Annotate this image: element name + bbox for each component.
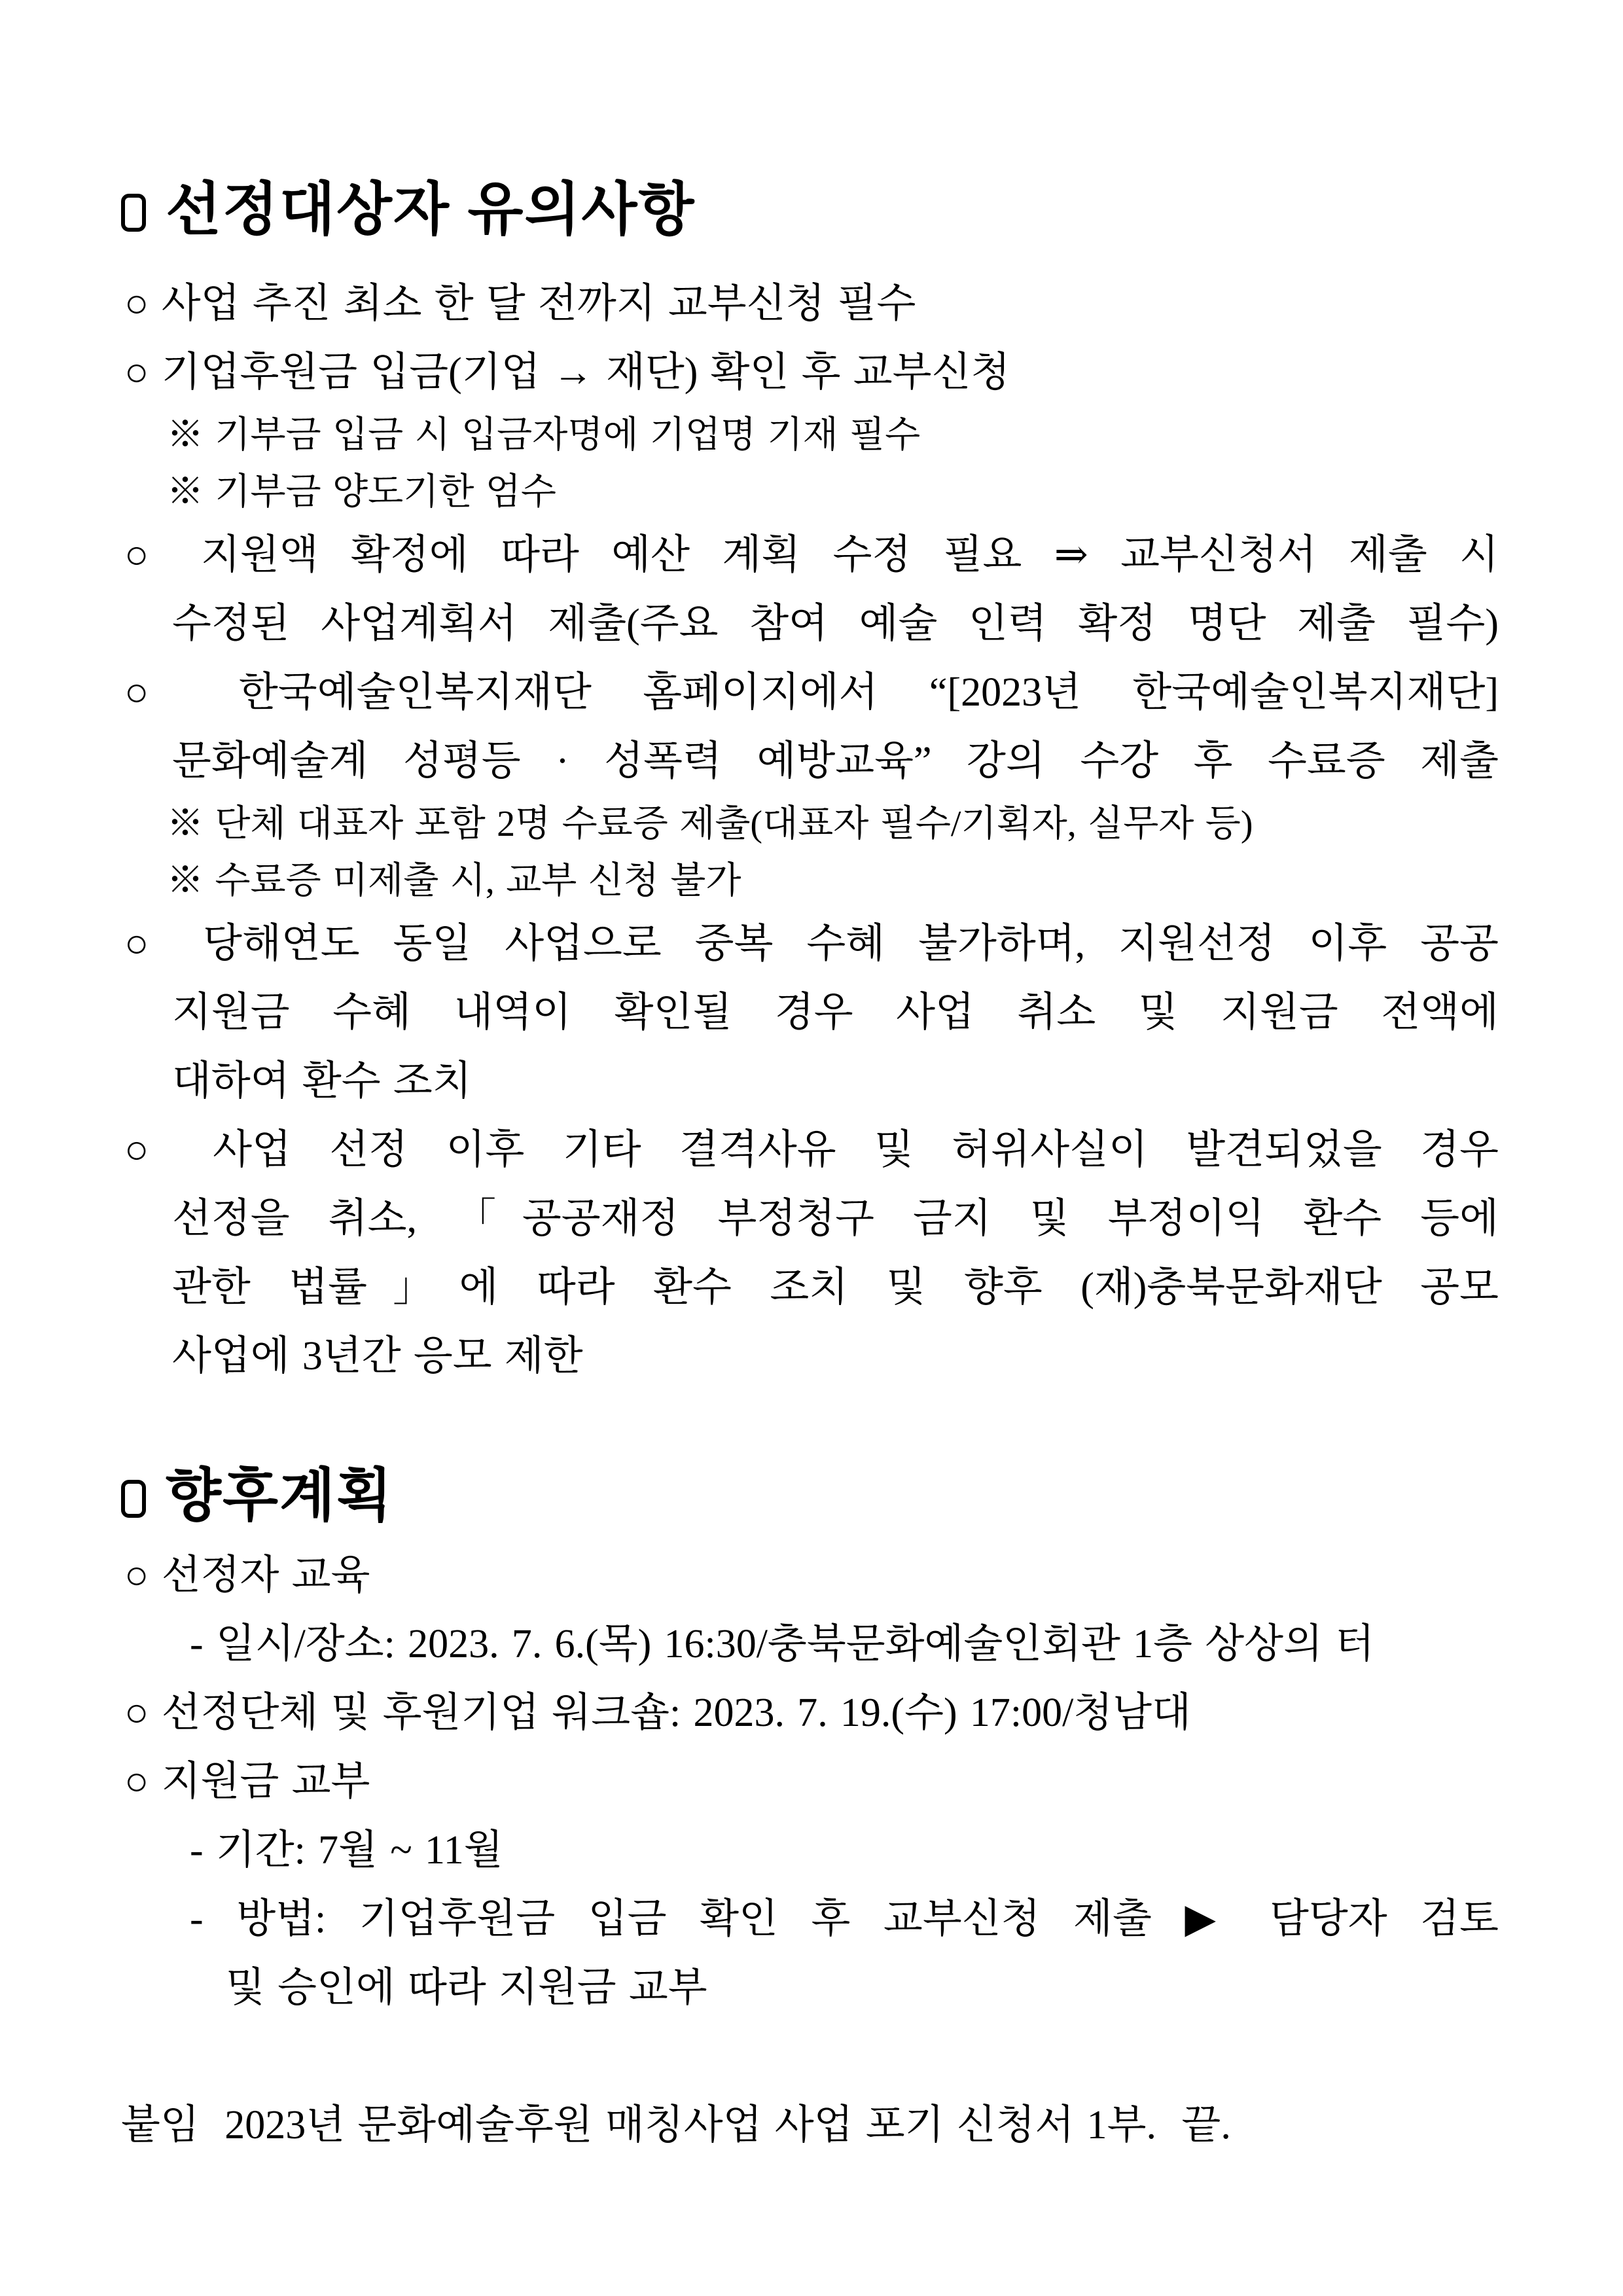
item-text: 선정을 취소, 「공공재정 부정청구 금지 및 부정이익 환수 등에: [172, 1196, 1499, 1241]
dash-line: [121, 1816, 1499, 1885]
dash-bullet: -: [190, 1828, 204, 1873]
continuation-line: [121, 727, 1499, 796]
continuation-line: [121, 1322, 1499, 1391]
item-text: 지원금 교부: [161, 1759, 370, 1804]
bullet-item: [121, 1748, 1499, 1816]
continuation-line: [121, 1047, 1499, 1116]
item-text: 기간: 7월 ~ 11월: [215, 1828, 503, 1873]
reference-mark: ※: [167, 861, 204, 901]
item-text: 사업 추진 최소 한 달 전까지 교부신청 필수: [161, 281, 916, 326]
circle-bullet: ○: [124, 922, 170, 966]
item-text: 지원금 수혜 내역이 확인될 경우 사업 취소 및 지원금 전액에: [172, 990, 1499, 1035]
reference-mark: ※: [167, 415, 204, 456]
reference-mark: ※: [167, 472, 204, 512]
item-text: 수정된 사업계획서 제출(주요 참여 예술 인력 확정 명단 제출 필수): [172, 601, 1499, 646]
document-content: [121, 164, 1499, 2160]
item-text: 및 승인에 따라 지원금 교부: [226, 1965, 707, 2010]
bullet-item: [121, 270, 1499, 338]
bullet-item: [121, 1679, 1499, 1748]
dash-line: [121, 1610, 1499, 1679]
item-text: 기부금 양도기한 엄수: [215, 472, 556, 512]
continuation-line: [121, 1185, 1499, 1253]
circle-bullet: ○: [124, 350, 149, 395]
bullet-item: [121, 910, 1499, 978]
section-checkbox-icon: [121, 194, 146, 232]
continuation-line: [121, 590, 1499, 658]
item-text: 한국예술인복지재단 홈페이지에서 “[2023년 한국예술인복지재단]: [238, 670, 1499, 715]
continuation-line: [121, 1253, 1499, 1322]
item-text: 기부금 입금 시 입금자명에 기업명 기재 필수: [215, 415, 921, 456]
item-text: 수료증 미제출 시, 교부 신청 불가: [215, 861, 741, 901]
note-line: [121, 407, 1499, 464]
dash-bullet: -: [190, 1897, 204, 1941]
item-text: 방법: 기업후원금 입금 확인 후 교부신청 제출 ▶ 담당자 검토: [236, 1897, 1499, 1941]
bullet-item: [121, 1116, 1499, 1185]
continuation-line: [121, 1954, 1499, 2022]
circle-bullet: ○: [124, 1128, 175, 1172]
section-title-text: 선정대상자 유의사항: [166, 177, 696, 242]
item-text: 사업에 3년간 응모 제한: [172, 1334, 583, 1378]
reference-mark: ※: [167, 804, 204, 844]
circle-bullet: ○: [124, 533, 169, 577]
attachment-note: 붙임 2023년 문화예술후원 매칭사업 사업 포기 신청서 1부. 끝.: [121, 2103, 1231, 2147]
item-text: 단체 대표자 포함 2명 수료증 제출(대표자 필수/기획자, 실무자 등): [215, 804, 1253, 844]
item-text: 선정자 교육: [161, 1553, 370, 1598]
dash-line: [121, 1885, 1499, 1954]
item-text: 당해연도 동일 사업으로 중복 수혜 불가하며, 지원선정 이후 공공: [203, 922, 1499, 966]
section-title: [121, 164, 1499, 255]
item-text: 지원액 확정에 따라 예산 계획 수정 필요 ⇒ 교부신청서 제출 시: [200, 533, 1499, 577]
dash-bullet: -: [190, 1622, 204, 1666]
circle-bullet: ○: [124, 1759, 149, 1804]
section-title-text: 향후계획: [166, 1463, 394, 1528]
note-line: [121, 796, 1499, 853]
bullet-item: [121, 338, 1499, 407]
item-text: 문화예술계 성평등 · 성폭력 예방교육” 강의 수강 후 수료증 제출: [172, 739, 1499, 783]
circle-bullet: ○: [124, 670, 188, 715]
circle-bullet: ○: [124, 281, 149, 326]
item-text: 사업 선정 이후 기타 결격사유 및 허위사실이 발견되었을 경우: [213, 1128, 1499, 1172]
bullet-item: [121, 521, 1499, 590]
bullet-item: [121, 658, 1499, 727]
item-text: 기업후원금 입금(기업 → 재단) 확인 후 교부신청: [161, 350, 1010, 395]
item-text: 관한 법률」에 따라 환수 조치 및 향후 (재)충북문화재단 공모: [172, 1265, 1499, 1310]
circle-bullet: ○: [124, 1691, 149, 1735]
continuation-line: [121, 978, 1499, 1047]
item-text: 일시/장소: 2023. 7. 6.(목) 16:30/충북문화예술인회관 1층 상상의 터: [215, 1622, 1375, 1666]
item-text: 대하여 환수 조치: [172, 1059, 472, 1103]
note-line: [121, 853, 1499, 910]
section-checkbox-icon: [121, 1480, 146, 1518]
circle-bullet: ○: [124, 1553, 149, 1598]
bullet-item: [121, 1541, 1499, 1610]
section-title: [121, 1450, 1499, 1541]
note-line: [121, 464, 1499, 521]
item-text: 선정단체 및 후원기업 워크숍: 2023. 7. 19.(수) 17:00/청남대: [161, 1691, 1191, 1735]
